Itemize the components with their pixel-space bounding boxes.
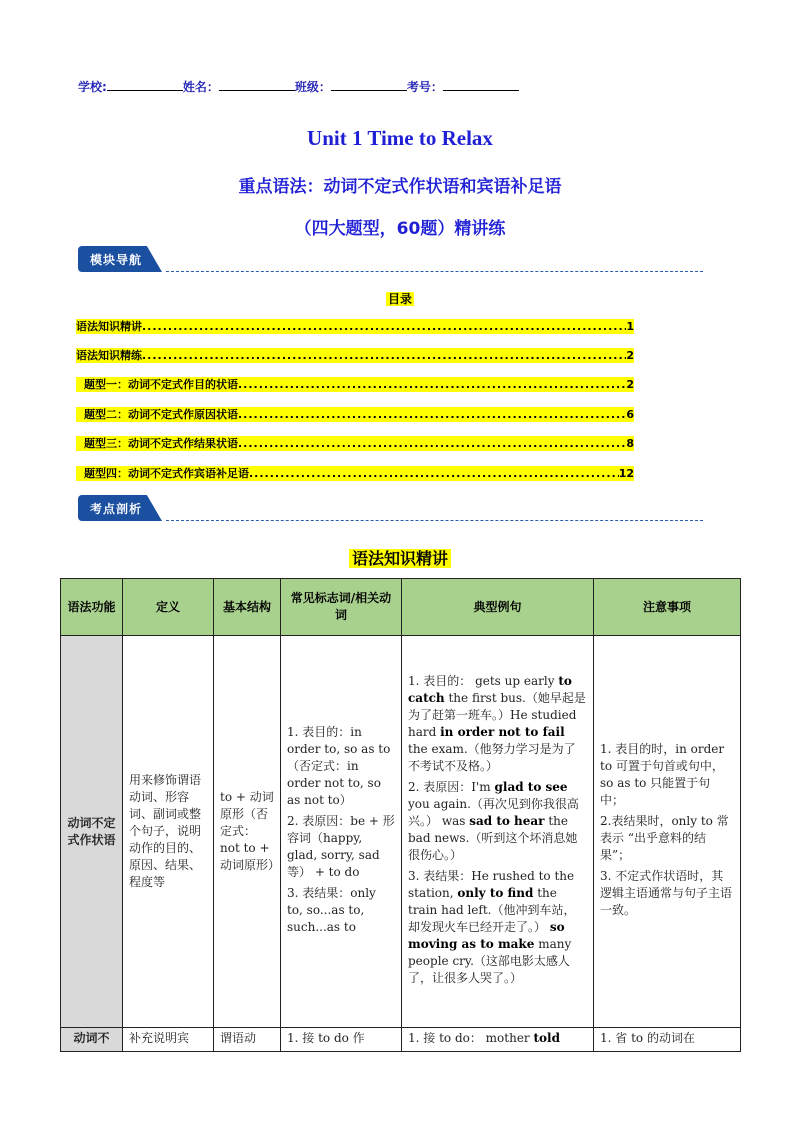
- toc-item[interactable]: 语法知识精讲 ..... 1: [76, 319, 634, 334]
- school-blank: [107, 79, 183, 91]
- col-header-notes: 注意事项: [594, 579, 741, 636]
- exam-no-blank: [443, 79, 519, 91]
- exam-no-label: 考号：: [406, 80, 443, 94]
- student-info-line: [78, 78, 519, 95]
- row-definition: 用来修饰谓语动词、形容词、副词或整个句子，说明动作的目的、原因、结果、程度等: [123, 636, 214, 1028]
- toc-page: 8: [626, 437, 634, 450]
- class-blank: [331, 79, 407, 91]
- grammar-table: [60, 578, 741, 1052]
- name-label: 姓名：: [182, 80, 219, 94]
- toc-item[interactable]: 题型四：动词不定式作宾语补足语 ..... 12: [76, 466, 634, 481]
- nav-divider: [166, 271, 703, 272]
- row-structure: 谓语动: [214, 1028, 281, 1052]
- row-notes: [594, 636, 741, 1028]
- table-row: [61, 1028, 741, 1052]
- grammar-section-title: 语法知识精讲: [0, 546, 800, 569]
- marker-reason: 2. 表原因：be + 形容词（happy, glad, sorry, sad 等） + to do: [287, 813, 395, 879]
- class-label: 班级：: [294, 80, 331, 94]
- col-header-function: 语法功能: [61, 579, 123, 636]
- analysis-divider: [166, 520, 703, 521]
- analysis-tag: [78, 495, 166, 521]
- table-header-row: [61, 579, 741, 636]
- subtitle-count: （四大题型，60题）精讲练: [294, 219, 506, 239]
- row-markers: [281, 636, 402, 1028]
- row-examples: [402, 636, 594, 1028]
- toc-page: 12: [618, 467, 634, 480]
- toc-item[interactable]: 题型三：动词不定式作结果状语 ..... 8: [76, 436, 634, 451]
- example-reason: 2. 表原因：I'm glad to see you again.（再次见到你我很高兴。） was sad to hear the bad news.（听到这个坏消息她很伤心。）: [408, 779, 579, 862]
- example-purpose: 1. 表目的： gets up early to catch the first bus.（她早起是为了赶第一班车。）He studied hard in order not to fail the exam.（他努力学习是为了不考试不及格。）: [408, 673, 586, 773]
- toc-page: 2: [626, 378, 634, 391]
- note-2: 2.表结果时，only to 常表示 “出乎意料的结果”；: [600, 813, 729, 862]
- toc-item[interactable]: 语法知识精练 ..... 2: [76, 348, 634, 363]
- school-label: 学校:: [78, 80, 107, 94]
- note-1: 1. 表目的时，in order to 可置于句首或句中，so as to 只能置于句中；: [600, 741, 725, 807]
- col-header-markers: 常见标志词/相关动词: [281, 579, 402, 636]
- col-header-definition: 定义: [123, 579, 214, 636]
- analysis-label: 考点剖析: [90, 502, 143, 516]
- row-notes: 1. 省 to 的动词在: [594, 1028, 741, 1052]
- note-3: 3. 不定式作状语时，其逻辑主语通常与句子主语一致。: [600, 868, 733, 917]
- table-row: [61, 636, 741, 1028]
- col-header-examples: 典型例句: [402, 579, 594, 636]
- toc-page: 6: [626, 408, 634, 421]
- name-blank: [219, 79, 295, 91]
- toc-page: 2: [626, 349, 634, 362]
- toc-heading: 目录: [387, 292, 412, 306]
- row-function: 动词不定式作状语: [61, 636, 123, 1028]
- marker-purpose: 1. 表目的：in order to, so as to（否定式：in order not to, so as not to）: [287, 724, 391, 807]
- row-definition: 补充说明宾: [123, 1028, 214, 1052]
- row-structure: to + 动词原形（否定式：not to + 动词原形）: [214, 636, 281, 1028]
- example-result: 3. 表结果：He rushed to the station, only to find the train had left.（他冲到车站，却发现火车已经开走了。） so moving as to make many people cry.（这部电影太感人了，让很多人哭了。）: [408, 868, 576, 985]
- subtitle-grammar: 重点语法：动词不定式作状语和宾语补足语: [238, 177, 562, 197]
- main-title: Unit 1 Time to Relax: [307, 126, 493, 150]
- row-examples: 1. 接 to do： mother told: [402, 1028, 594, 1052]
- toc-item[interactable]: 题型二：动词不定式作原因状语 ..... 6: [76, 407, 634, 422]
- row-markers: 1. 接 to do 作: [281, 1028, 402, 1052]
- module-nav-label: 模块导航: [90, 253, 143, 267]
- col-header-structure: 基本结构: [214, 579, 281, 636]
- module-nav-tag: [78, 246, 166, 272]
- row-function: 动词不: [61, 1028, 123, 1052]
- marker-result: 3. 表结果：only to, so...as to, such...as to: [287, 885, 376, 934]
- toc-page: 1: [626, 320, 634, 333]
- toc-item[interactable]: 题型一：动词不定式作目的状语 ..... 2: [76, 377, 634, 392]
